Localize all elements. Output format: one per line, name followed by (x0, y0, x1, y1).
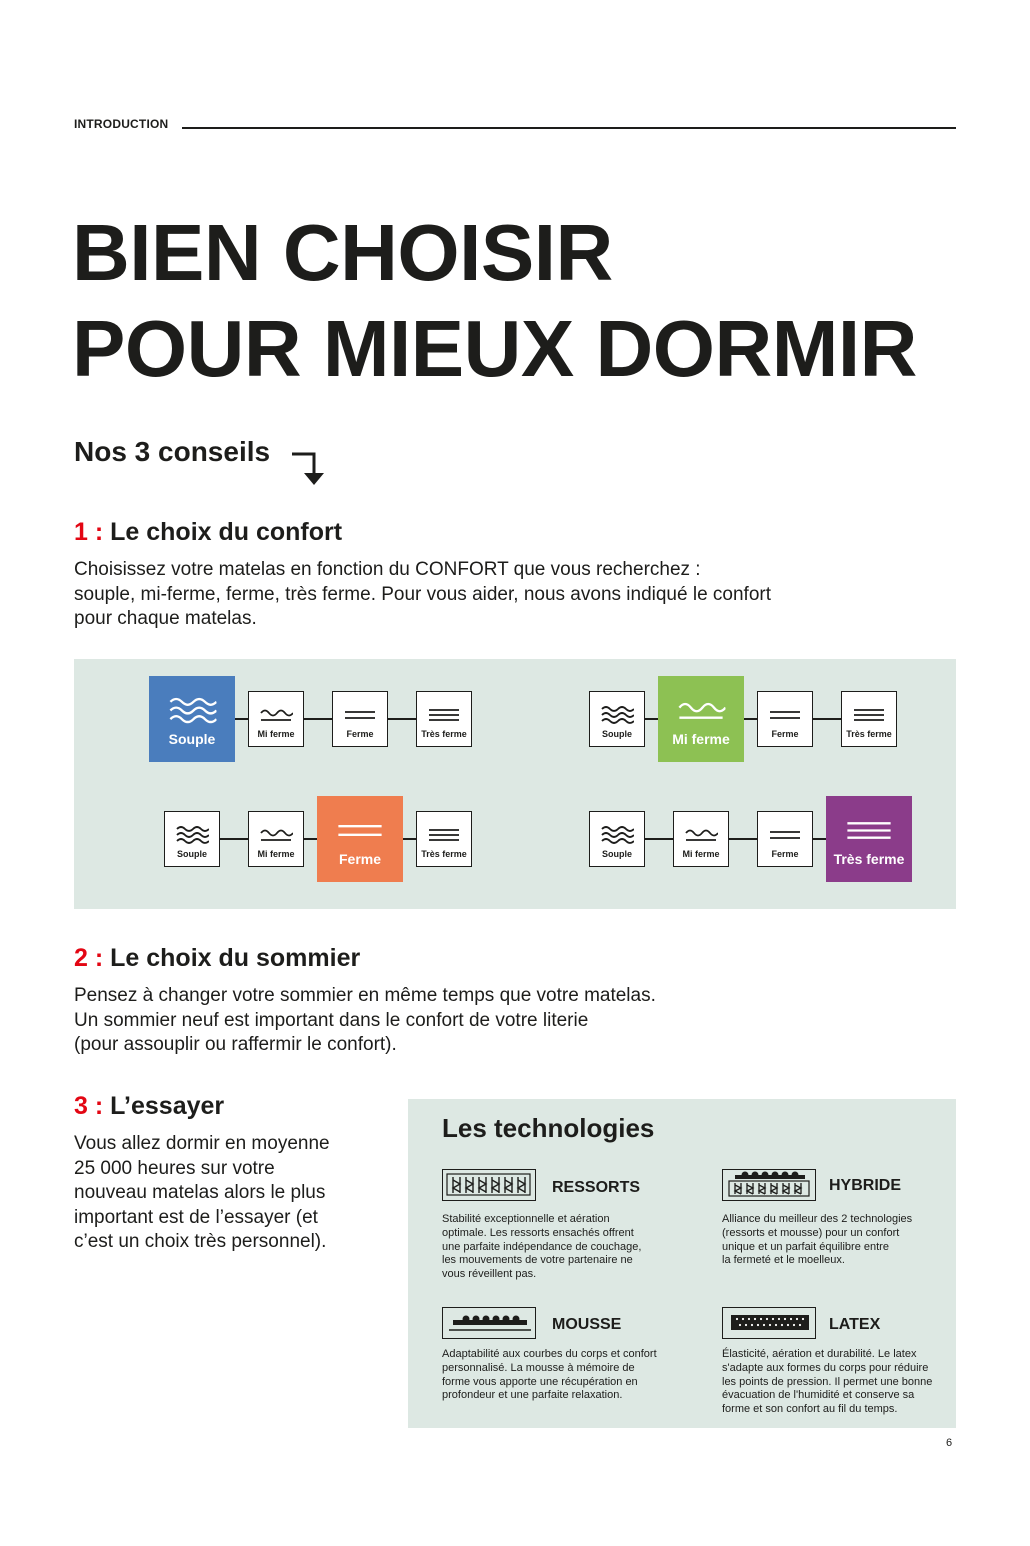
comfort-label: Souple (176, 849, 207, 859)
step-3-line: Vous allez dormir en moyenne (74, 1133, 330, 1154)
title-line-1: BIEN CHOISIR (72, 208, 613, 297)
step-3-line: nouveau matelas alors le plus (74, 1182, 326, 1203)
waves-icon (168, 696, 217, 725)
comfort-box-tres-ferme (416, 691, 472, 747)
step-2-text (74, 984, 656, 1058)
step-3-line: important est de l’essayer (et (74, 1206, 318, 1228)
triple-line-icon (852, 705, 886, 725)
tech-desc-line: la fermeté et le moelleux. (722, 1254, 845, 1267)
step-1-text (74, 558, 771, 632)
comfort-box-mi-ferme (248, 811, 304, 867)
tech-name-ressorts: RESSORTS (552, 1179, 641, 1196)
tech-desc-line: les points de pression. Il permet une bonne (722, 1375, 933, 1388)
comfort-box-mi-ferme (248, 691, 304, 747)
tech-desc-line: Élasticité, aération et durabilité. Le latex (722, 1348, 917, 1360)
wave-line-icon (684, 825, 718, 845)
comfort-box-ferme (757, 811, 813, 867)
wave-line-icon (259, 705, 293, 725)
double-line-icon (768, 825, 802, 845)
tech-desc-line: évacuation de l'humidité et conserve sa (722, 1389, 915, 1402)
comfort-box-souple (164, 811, 220, 867)
comfort-box-mi-ferme (673, 811, 729, 867)
step-3-text (74, 1132, 330, 1255)
tech-desc-ressorts (442, 1213, 641, 1282)
triple-line-icon (427, 825, 461, 845)
comfort-scale-2 (574, 675, 914, 763)
tech-desc-line: unique et un parfait équilibre entre (722, 1240, 889, 1253)
comfort-label: Mi ferme (672, 731, 730, 747)
tech-desc-line: (ressorts et mousse) pour un confort (722, 1226, 900, 1239)
comfort-box-tres-ferme (841, 691, 897, 747)
tech-desc-line: Adaptabilité aux courbes du corps et confort (442, 1348, 657, 1360)
tech-desc-line: forme vous apporte une récupération en (442, 1375, 638, 1388)
comfort-label: Souple (601, 729, 632, 739)
tech-desc-line: les mouvements de votre partenaire ne (442, 1254, 633, 1267)
tech-desc-line: Stabilité exceptionnelle et aération (442, 1213, 610, 1225)
tech-desc-hybride (722, 1213, 912, 1268)
comfort-label: Ferme (346, 729, 374, 739)
technologies-title: Les technologies (442, 1113, 655, 1143)
comfort-box-souple (589, 691, 645, 747)
technologies-panel (408, 1099, 956, 1428)
double-line-icon (343, 705, 377, 725)
latex-icon (722, 1307, 816, 1339)
step-3-number: 3 : (74, 1092, 104, 1120)
double-line-icon (336, 816, 385, 845)
section-label: INTRODUCTION (74, 117, 169, 131)
step-2-number: 2 : (74, 944, 104, 972)
comfort-label: Très ferme (421, 849, 467, 859)
comfort-scale-4 (574, 795, 914, 883)
comfort-box-mi-ferme (658, 676, 744, 762)
comfort-scale-3 (149, 795, 489, 883)
comfort-label: Souple (601, 849, 632, 859)
comfort-box-tres-ferme (826, 796, 912, 882)
comfort-label: Très ferme (833, 851, 905, 867)
wave-line-icon (259, 825, 293, 845)
comfort-label: Très ferme (421, 729, 467, 739)
step-3-line: 25 000 heures sur votre (74, 1157, 275, 1179)
step-2-title (74, 944, 360, 973)
triple-line-icon (845, 816, 894, 845)
comfort-label: Souple (168, 731, 216, 747)
step-3-heading: L’essayer (110, 1092, 225, 1120)
comfort-label: Ferme (338, 851, 382, 867)
tech-desc-line: forme et son confort au fil du temps. (722, 1403, 898, 1416)
step-2-line: Un sommier neuf est important dans le confort de votre literie (74, 1009, 589, 1031)
wave-line-icon (677, 696, 726, 725)
tech-desc-line: Alliance du meilleur des 2 technologies (722, 1213, 913, 1225)
tech-desc-latex (722, 1348, 932, 1417)
step-2-line: Pensez à changer votre sommier en même temps que votre matelas. (74, 985, 656, 1006)
comfort-box-souple (589, 811, 645, 867)
comfort-label: Mi ferme (682, 849, 720, 859)
section-divider (182, 127, 956, 129)
comfort-box-tres-ferme (416, 811, 472, 867)
waves-icon (600, 825, 634, 845)
comfort-box-souple (149, 676, 235, 762)
tech-desc-line: une parfaite indépendance de couchage, (442, 1240, 642, 1253)
comfort-scale-panel (74, 659, 956, 909)
comfort-box-ferme (332, 691, 388, 747)
foam-icon (442, 1307, 536, 1339)
tech-desc-mousse (442, 1348, 657, 1403)
step-3-line: c’est un choix très personnel). (74, 1231, 327, 1252)
waves-icon (175, 825, 209, 845)
tech-desc-line: optimale. Les ressorts ensachés offrent (442, 1226, 634, 1239)
step-3-title (74, 1092, 224, 1121)
step-1-line: pour chaque matelas. (74, 608, 257, 629)
comfort-box-ferme (757, 691, 813, 747)
advice-heading: Nos 3 conseils (74, 436, 271, 467)
tech-name-latex: LATEX (829, 1316, 881, 1333)
hybrid-icon (722, 1169, 816, 1201)
waves-icon (600, 705, 634, 725)
comfort-box-ferme (317, 796, 403, 882)
step-2-line: (pour assouplir ou raffermir le confort). (74, 1034, 397, 1055)
step-2-heading: Le choix du sommier (110, 944, 361, 972)
tech-desc-line: personnalisé. La mousse à mémoire de (442, 1361, 635, 1374)
comfort-label: Mi ferme (257, 729, 295, 739)
comfort-label: Ferme (771, 729, 799, 739)
comfort-label: Très ferme (846, 729, 892, 739)
double-line-icon (768, 705, 802, 725)
comfort-scale-1 (149, 675, 489, 763)
step-1-line: Choisissez votre matelas en fonction du CONFORT que vous recherchez : (74, 559, 701, 580)
springs-icon (442, 1169, 536, 1201)
page-title (72, 205, 917, 397)
tech-desc-line: vous réveillent pas. (442, 1268, 537, 1281)
step-1-line: souple, mi-ferme, ferme, très ferme. Pour vous aider, nous avons indiqué le confort (74, 583, 771, 605)
tech-desc-line: profondeur et une parfaite relaxation. (442, 1389, 623, 1402)
step-1-heading: Le choix du confort (110, 518, 343, 546)
tech-name-mousse: MOUSSE (552, 1316, 622, 1333)
step-1-title (74, 518, 342, 547)
title-line-2: POUR MIEUX DORMIR (72, 304, 917, 393)
comfort-label: Ferme (771, 849, 799, 859)
triple-line-icon (427, 705, 461, 725)
tech-name-hybride: HYBRIDE (829, 1177, 902, 1194)
page-number: 6 (946, 1437, 953, 1449)
arrow-down-right-icon (290, 450, 330, 488)
step-1-number: 1 : (74, 518, 104, 546)
tech-desc-line: s'adapte aux formes du corps pour réduire (722, 1361, 929, 1374)
comfort-label: Mi ferme (257, 849, 295, 859)
